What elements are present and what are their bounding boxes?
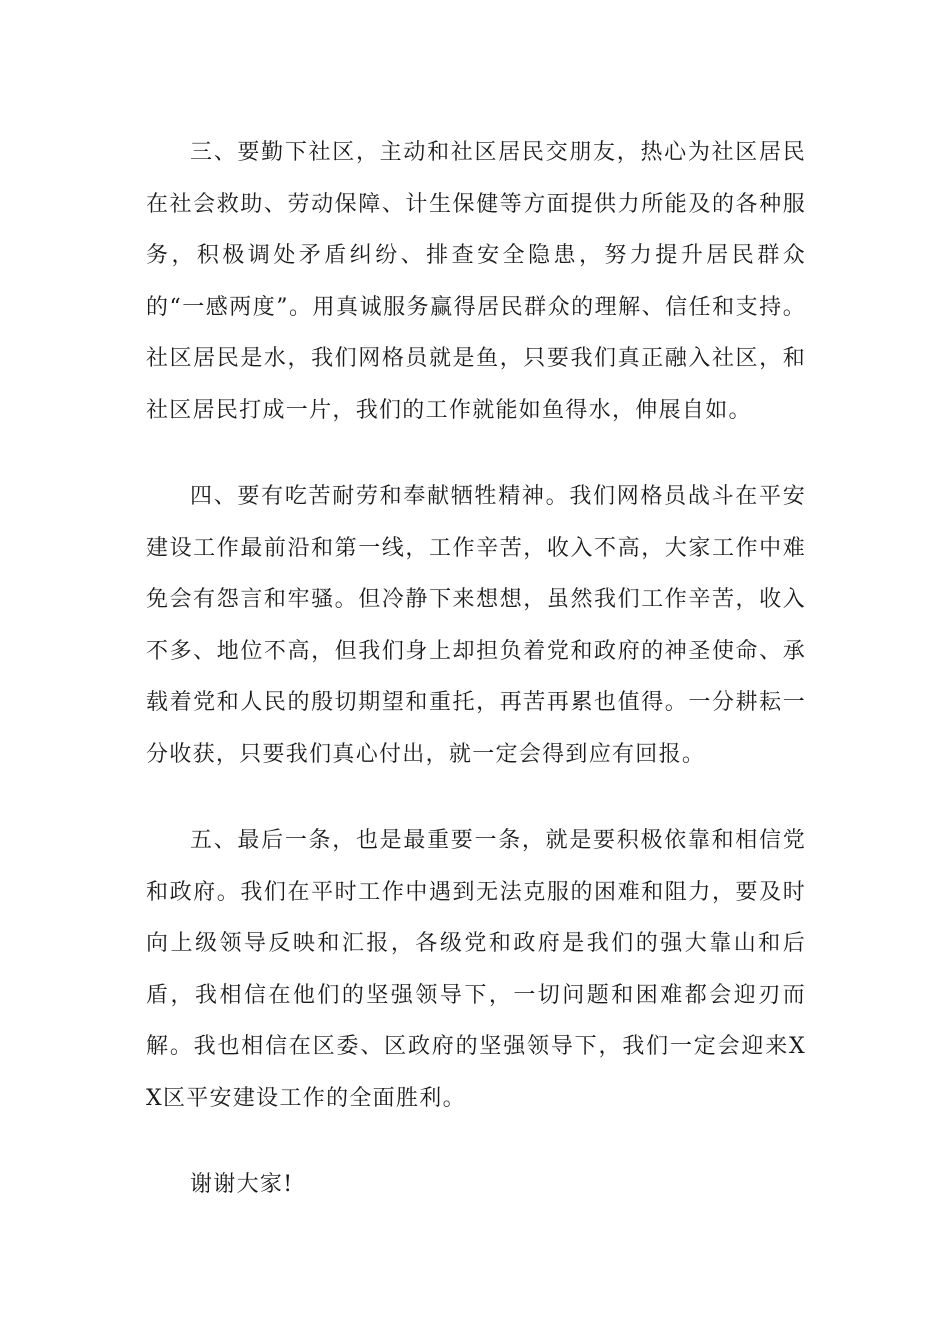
closing-thanks: 谢谢大家! [190,1172,294,1197]
paragraph-hard-work-dedication: 四、要有吃苦耐劳和奉献牺牲精神。我们网格员战斗在平安建设工作最前沿和第一线，工作辛苦，收入不高，大家工作中难免会有怨言和牢骚。但冷静下来想想，虽然我们工作辛苦，收入不多、地位不高，但我们身上却担负着党和政府的神圣使命、承载着党和人民的殷切期望和重托，再苦再累也值得。一分耕耘一分收获，只要我们真心付出，就一定会得到应有回报。 [146,484,806,767]
paragraph-trust-party-government: 五、最后一条，也是最重要一条，就是要积极依靠和相信党和政府。我们在平时工作中遇到无法克服的困难和阻力，要及时向上级领导反映和汇报，各级党和政府是我们的强大靠山和后盾，我相信在他们的坚强领导下，一切问题和困难都会迎刃而解。我也相信在区委、区政府的坚强领导下，我们一定会迎来XX区平安建设工作的全面胜利。 [146,828,806,1111]
paragraph-community-service: 三、要勤下社区，主动和社区居民交朋友，热心为社区居民在社会救助、劳动保障、计生保健等方面提供力所能及的各种服务，积极调处矛盾纠纷、排查安全隐患，努力提升居民群众的“一感两度”。用真诚服务赢得居民群众的理解、信任和支持。社区居民是水，我们网格员就是鱼，只要我们真正融入社区，和社区居民打成一片，我们的工作就能如鱼得水，伸展自如。 [146,140,806,423]
document-body [146,127,806,1246]
